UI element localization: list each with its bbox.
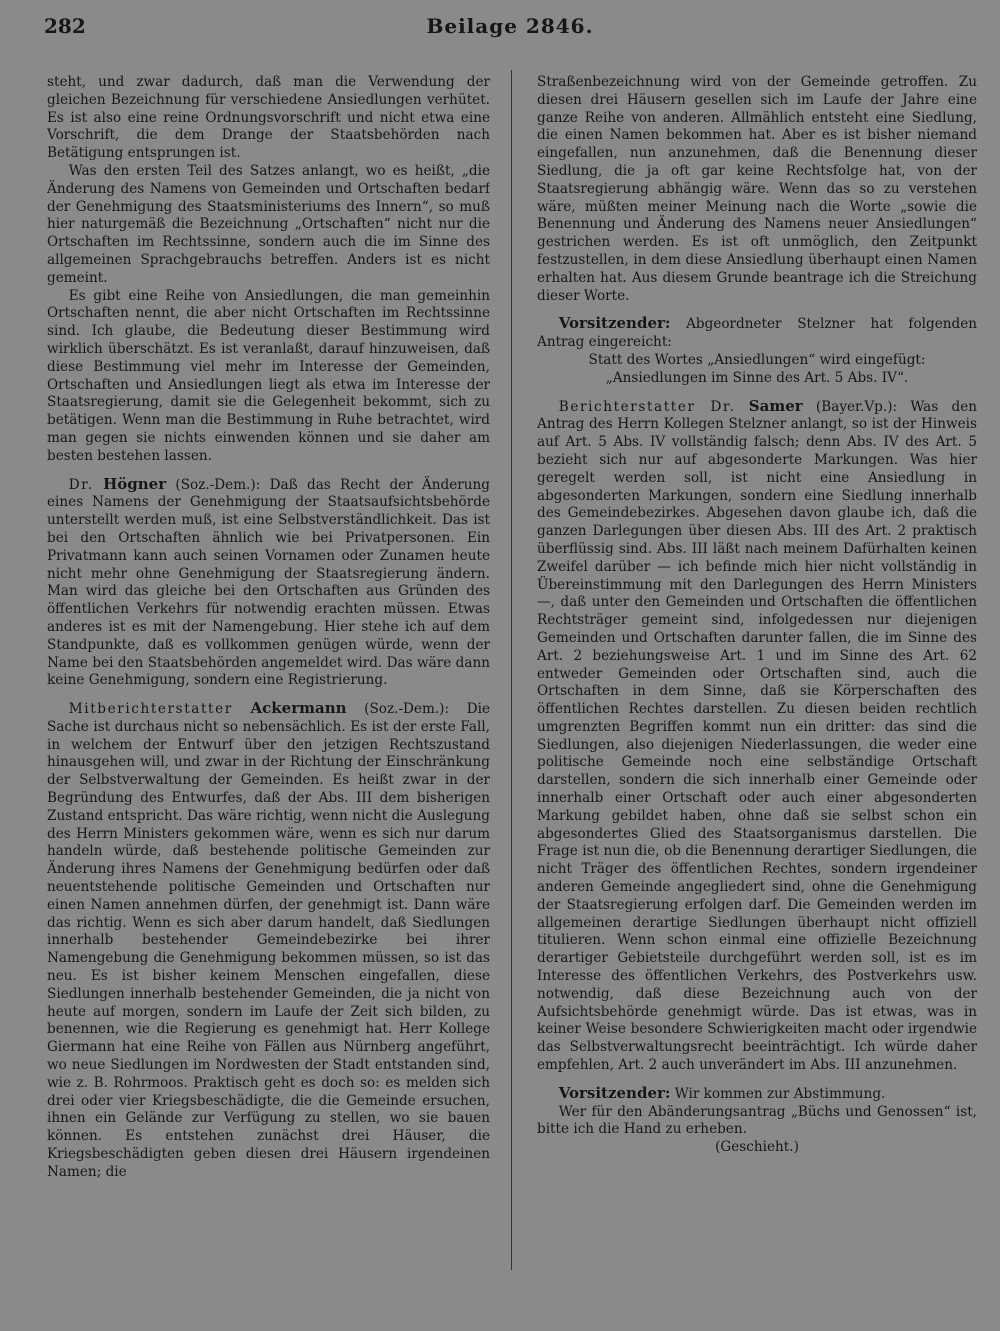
speech-chair-1 — [537, 315, 977, 352]
speaker-name: Vorsitzender: — [558, 1083, 671, 1102]
speech-text: Wir kommen zur Abstimmung. — [674, 1085, 886, 1102]
paragraph: Es gibt eine Reihe von Ansiedlungen, die man gemeinhin Ortschaften nennt, die aber nicht Ortschaften im Rechtssinne sind. Ich glaube, die Bedeutung dieser Bestimmung wird wirklich überschätzt. Es ist veranlaßt, darauf hinzuweisen, daß diese Bestimmung viel mehr im Interesse der Gemeinden, Ortschaften und Ansiedlungen liegt als etwa im Interesse der Staatsregierung, damit sie die Gelegenheit bekommt, sich zu betätigen. Wenn man die Bestimmung in Ruhe betrachtet, wird man gegen sie nichts einwenden können und sie daher am besten bestehen lassen. — [47, 287, 490, 464]
motion-quote-line: Statt des Wortes „Ansiedlungen“ wird eingefügt: — [588, 351, 926, 368]
speech-hoegner — [47, 476, 490, 691]
speech-samer — [537, 398, 977, 1075]
speaker-name: Högner — [103, 474, 167, 493]
speaker-party: (Bayer.Vp.): — [815, 398, 898, 415]
paragraph: Wer für den Abänderungsantrag „Büchs und Genossen“ ist, bitte ich die Hand zu erheben. — [537, 1103, 977, 1138]
motion-quote-line: „Ansiedlungen im Sinne des Art. 5 Abs. IV“. — [605, 369, 909, 386]
left-column — [47, 74, 490, 1314]
speaker-role: Mitberichterstatter — [68, 701, 233, 718]
speaker-name: Samer — [748, 396, 803, 415]
speaker-name: Ackermann — [250, 699, 347, 718]
procedural-note: (Geschieht.) — [715, 1139, 799, 1156]
right-column — [537, 74, 977, 1314]
speech-text: Die Sache ist durchaus nicht so nebensächlich. Es ist der erste Fall, in welchem der Entwurf über den jetzigen Rechtszustand hinausgehen will, und zwar in der Richtung der Einschränkung der Selbstverwaltung der Gemeinden. Es heißt zwar in der Begründung des Entwurfes, daß der Abs. III dem bisherigen Zustand entspricht. Das wäre richtig, wenn nicht die Auslegung des Herrn Ministers gekommen wäre, wenn es sich nur darum handeln würde, daß bestehende politische Gemeinden zur Änderung ihres Namens der Genehmigung bedürfen oder daß neuentstehende politische Gemeinden und Ortschaften nur einen Namen annehmen dürfen, der genehmigt ist. Dann wäre das richtig. Wenn es sich aber darum handelt, daß Siedlungen innerhalb bestehender Gemeindebezirke bei ihrer Namengebung die Genehmigung bekommen müssen, so ist das neu. Es ist bisher keinem Menschen eingefallen, diese Siedlungen innerhalb bestehender Gemeinden, die ja nicht von heute auf morgen, sondern im Laufe der Zeit sich bilden, zu benennen, wie die Regierung es genehmigt hat. Herr Kollege Giermann hat eine Reihe von Fällen aus Nürnberg angeführt, wo neue Siedlungen im Nordwesten der Stadt entstanden sind, wie z. B. Rohrmoos. Praktisch geht es doch so: es melden sich drei oder vier Kriegsbeschädigte, die die Gemeinde ersuchen, ihnen ein Gelände zur Verfügung zu stellen, wo sie bauen können. Es entstehen zunächst drei Häuser, die Kriegsbeschädigten geben diesen drei Häusern irgendeinen Namen; die — [47, 701, 490, 1180]
speech-text: Daß das Recht der Änderung eines Namens der Genehmigung der Staatsaufsichtsbehörde unterstellt werden muß, ist eine Selbstverständlichkeit. Das ist bei den Ortschaften ähnlich wie bei Privatpersonen. Ein Privatmann kann auch seinen Vornamen oder Zunamen heute nicht mehr ohne Genehmigung der Staatsregierung ändern. Man wird das gleiche bei den Ortschaften aus Gründen des öffentlichen Verkehrs für notwendig erachten müssen. Etwas anderes ist es mit der Namengebung. Hier stehe ich auf dem Standpunkte, daß es vollkommen genügen würde, wenn der Name bei den Staatsbehörden angemeldet wird. Das wäre dann keine Genehmigung, sondern eine Registrierung. — [47, 476, 490, 689]
speaker-party: (Soz.-Dem.): — [175, 476, 261, 493]
speech-ackermann — [47, 700, 490, 1182]
page-header — [44, 14, 976, 54]
speaker-party: (Soz.-Dem.): — [364, 701, 450, 718]
speech-text: Was den Antrag des Herrn Kollegen Stelzner anlangt, so ist der Hinweis auf Art. 5 Abs. IV vollständig falsch; denn Abs. IV des Art. 5 bezieht sich nur auf abgesonderte Markungen. Was hier geregelt werden soll, ist nicht eine Ansiedlung in abgesonderten Markungen, sondern eine Siedlung innerhalb des Gemeindebezirkes. Abgesehen davon glaube ich, daß die ganzen Darlegungen über diesen Abs. III des Art. 2 praktisch überflüssig sind. Abs. III läßt nach meinem Dafürhalten keinen Zweifel darüber — ich befinde mich hier nicht vollständig in Übereinstimmung mit den Darlegungen des Herrn Ministers —, daß unter den Gemeinden und Ortschaften die öffentlichen Rechtsträger gemeint sind, infolgedessen nur diejenigen Gemeinden und Ortschaften darunter fallen, die im Sinne des Art. 2 beziehungsweise Art. 1 und im Sinne des Art. 62 entweder Gemeinden oder Ortschaften sind, auch die Ortschaften in dem Sinne, daß sie Körperschaften des öffentlichen Rechtes darstellen. Zu diesen beiden rechtlich umgrenzten Begriffen kommt nun ein dritter: das sind die Siedlungen, also diejenigen Niederlassungen, die weder eine politische Gemeinde noch eine selbständige Ortschaft darstellen, sondern die sich innerhalb einer Gemeinde oder innerhalb einer Ortschaft oder auch einer abgesonderten Markung gebildet haben, ohne daß sie selbst schon ein abgesondertes Glied des Staatsorganismus darstellen. Die Frage ist nun die, ob die Benennung derartiger Siedlungen, die nicht Träger des öffentlichen Rechtes, sondern irgendeiner anderen Gemeinde angegliedert sind, ohne die Genehmigung der Staatsregierung erfolgen darf. Die Gemeinden werden im allgemeinen derartige Siedlungen überhaupt nicht offiziell titulieren. Wenn schon einmal eine offizielle Bezeichnung derartiger Gebietsteile durchgeführt werden soll, ist es im Interesse des öffentlichen Verkehrs, des Postverkehrs usw. notwendig, daß diese Bezeichnung auch von der Aufsichtsbehörde genehmigt würde. Das ist etwas, was in keiner Weise besondere Schwierigkeiten macht oder irgendwie das Selbstverwaltungsrecht beeinträchtigt. Ich würde daher empfehlen, Art. 2 auch unverändert im Abs. III anzunehmen. — [537, 398, 977, 1074]
paragraph: Straßenbezeichnung wird von der Gemeinde getroffen. Zu diesen drei Häusern gesellen sich im Laufe der Jahre eine ganze Reihe von anderen. Allmählich entsteht eine Siedlung, die einen Namen bekommen hat. Aber es ist bisher niemand eingefallen, nun anzunehmen, daß die Benennung dieser Siedlung, die ja oft gar keine Rechtsfolge hat, von der Staatsregierung abhängig wäre. Wenn das so zu verstehen wäre, müßten meiner Meinung nach die Worte „sowie die Benennung und Änderung des Namens neuer Ansiedlungen“ gestrichen werden. Es ist oft unmöglich, den Zeitpunkt festzustellen, in dem diese Ansiedlung überhaupt einen Namen erhalten hat. Aus diesem Grunde beantrage ich die Streichung dieser Worte. — [537, 74, 977, 304]
speaker-role: Berichterstatter Dr. — [558, 398, 736, 415]
column-divider — [511, 70, 512, 1270]
page-number: 282 — [44, 14, 86, 38]
paragraph: Was den ersten Teil des Satzes anlangt, wo es heißt, „die Änderung des Namens von Gemeinden und Ortschaften bedarf der Genehmigung des Staatsministeriums des Innern“, so muß hier naturgemäß die Bezeichnung „Ortschaften“ nicht nur die Ortschaften im Rechtssinne, sondern auch die im Sinne des allgemeinen Sprachgebrauchs betreffen. Anders ist es nicht gemeint. — [47, 162, 490, 286]
speaker-title: Dr. — [68, 476, 94, 493]
page-title: Beilage 2846. — [426, 14, 594, 38]
paragraph: steht, und zwar dadurch, daß man die Verwendung der gleichen Bezeichnung für verschiedene Ansiedlungen verhütet. Es ist also eine reine Ordnungsvorschrift und nicht etwa eine Vorschrift, die dem Drange der Staatsbehörden nach Betätigung entsprungen ist. — [47, 74, 490, 162]
speech-text: Abgeordneter Stelzner hat folgenden Antrag eingereicht: — [537, 316, 977, 351]
speech-chair-2 — [537, 1085, 977, 1104]
speaker-name: Vorsitzender: — [558, 314, 671, 333]
